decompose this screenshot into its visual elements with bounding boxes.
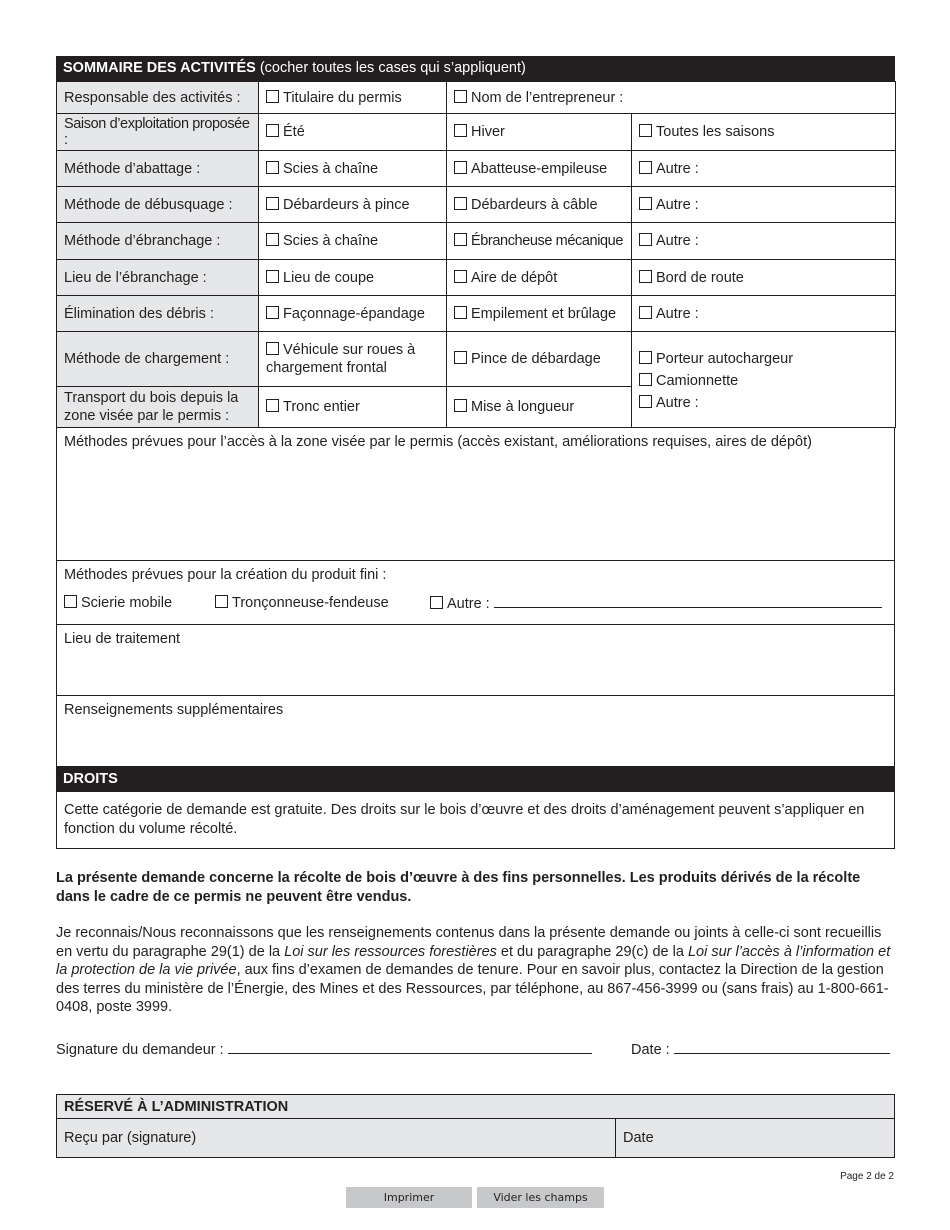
row-chargement bbox=[57, 332, 896, 387]
product-methods-label: Méthodes prévues pour la création du produit fini : bbox=[64, 567, 387, 583]
checkbox-entrepreneur[interactable] bbox=[454, 90, 467, 103]
option-lieu-coupe: Lieu de coupe bbox=[283, 269, 375, 286]
signature-line[interactable] bbox=[228, 1041, 592, 1054]
checkbox-abattage-scies[interactable] bbox=[266, 161, 279, 174]
checkbox-empilement[interactable] bbox=[454, 306, 467, 319]
option-empilement: Empilement et brûlage bbox=[471, 305, 617, 322]
checkbox-debris-autre[interactable] bbox=[639, 306, 652, 319]
checkbox-pince-debardage[interactable] bbox=[454, 351, 467, 364]
option-titulaire: Titulaire du permis bbox=[283, 89, 402, 106]
row-abattage bbox=[57, 151, 896, 187]
option-debris-autre: Autre : bbox=[656, 305, 699, 322]
extra-info-field[interactable] bbox=[56, 696, 895, 767]
checkbox-abatteuse[interactable] bbox=[454, 161, 467, 174]
extra-info-label: Renseignements supplémentaires bbox=[64, 702, 284, 718]
summary-subtitle: (cocher toutes les cases qui s’appliquent) bbox=[259, 60, 526, 76]
label-debusquage: Méthode de débusquage : bbox=[57, 187, 259, 223]
privacy-law-2: Loi sur l’accès à l’information et la protection de la vie privée bbox=[56, 943, 891, 978]
label-saison: Saison d’exploitation proposée : bbox=[57, 114, 259, 151]
option-pince: Débardeurs à pince bbox=[283, 196, 410, 213]
checkbox-abattage-autre[interactable] bbox=[639, 161, 652, 174]
fees-header: DROITS bbox=[56, 767, 895, 792]
print-button[interactable]: Imprimer bbox=[346, 1187, 472, 1208]
option-bord-route: Bord de route bbox=[656, 269, 744, 286]
page-number: Page 2 de 2 bbox=[840, 1171, 894, 1182]
label-debris: Élimination des débris : bbox=[57, 296, 259, 332]
privacy-part-3: , aux fins d’examen de demandes de tenure. Pour en savoir plus, contactez la Direction de la gestion des terres du ministère de l’Énergie, des Mines et des Ressources, par téléphone, au 867-456-3999 ou (sans frais) au 1-800-661-0408, poste 3999. bbox=[56, 962, 889, 1015]
checkbox-scierie[interactable] bbox=[64, 595, 77, 608]
option-produit-autre: Autre : bbox=[447, 596, 490, 612]
row-debusquage bbox=[57, 187, 896, 223]
summary-section bbox=[56, 56, 895, 849]
access-methods-label: Méthodes prévues pour l’accès à la zone visée par le permis (accès existant, améliorations requises, aires de dépôt) bbox=[64, 434, 812, 450]
checkbox-titulaire[interactable] bbox=[266, 90, 279, 103]
option-entrepreneur: Nom de l’entrepreneur : bbox=[471, 89, 624, 106]
signature-row bbox=[56, 1041, 895, 1060]
checkbox-ebranchage-autre[interactable] bbox=[639, 233, 652, 246]
checkbox-toutes-saisons[interactable] bbox=[639, 124, 652, 137]
privacy-text bbox=[56, 924, 895, 1017]
checkbox-tronconneuse[interactable] bbox=[215, 595, 228, 608]
option-hiver: Hiver bbox=[471, 124, 505, 140]
row-ebranchage bbox=[57, 223, 896, 260]
option-scierie: Scierie mobile bbox=[81, 595, 173, 611]
admin-date-field[interactable]: Date bbox=[623, 1130, 654, 1146]
checkbox-faconnage[interactable] bbox=[266, 306, 279, 319]
checkbox-ebranchage-scies[interactable] bbox=[266, 233, 279, 246]
option-toutes-saisons: Toutes les saisons bbox=[656, 124, 775, 140]
activities-table bbox=[56, 81, 896, 428]
option-ebranchage-scies: Scies à chaîne bbox=[283, 233, 379, 249]
option-abatteuse: Abatteuse-empileuse bbox=[471, 160, 608, 177]
option-tronc-entier: Tronc entier bbox=[283, 399, 360, 415]
checkbox-debusquage-autre[interactable] bbox=[639, 197, 652, 210]
checkbox-chargement-autre[interactable] bbox=[639, 395, 652, 408]
product-methods-section bbox=[56, 561, 895, 625]
summary-header bbox=[56, 56, 895, 81]
option-tronconneuse: Tronçonneuse-fendeuse bbox=[232, 595, 389, 611]
option-ebrancheuse: Ébrancheuse mécanique bbox=[471, 233, 624, 249]
signature-label: Signature du demandeur : bbox=[56, 1042, 224, 1058]
checkbox-mise-longueur[interactable] bbox=[454, 399, 467, 412]
option-porteur: Porteur autochargeur bbox=[656, 351, 794, 367]
product-other-line[interactable] bbox=[494, 595, 882, 608]
treatment-field[interactable] bbox=[56, 625, 895, 696]
label-ebranchage: Méthode d’ébranchage : bbox=[57, 223, 259, 260]
access-methods-field[interactable] bbox=[56, 428, 895, 561]
checkbox-camionnette[interactable] bbox=[639, 373, 652, 386]
label-abattage: Méthode d’abattage : bbox=[57, 151, 259, 187]
date-label: Date : bbox=[631, 1042, 670, 1058]
row-debris bbox=[57, 296, 896, 332]
checkbox-produit-autre[interactable] bbox=[430, 596, 443, 609]
checkbox-aire-depot[interactable] bbox=[454, 270, 467, 283]
checkbox-cable[interactable] bbox=[454, 197, 467, 210]
label-lieu: Lieu de l’ébranchage : bbox=[57, 260, 259, 296]
checkbox-pince[interactable] bbox=[266, 197, 279, 210]
option-chargement-autre: Autre : bbox=[656, 395, 699, 411]
option-vehicule: Véhicule sur roues à chargement frontal bbox=[266, 342, 416, 376]
option-mise-longueur: Mise à longueur bbox=[471, 399, 575, 415]
row-responsable bbox=[57, 82, 896, 114]
admin-title: RÉSERVÉ À L’ADMINISTRATION bbox=[57, 1095, 894, 1119]
option-cable: Débardeurs à câble bbox=[471, 196, 598, 213]
treatment-label: Lieu de traitement bbox=[64, 631, 181, 647]
privacy-part-1: Je reconnais/Nous reconnaissons que les renseignements contenus dans la présente demande ou joints à celle-ci sont recueillis en vertu du paragraphe 29(1) de la bbox=[56, 925, 882, 960]
label-chargement: Méthode de chargement : bbox=[57, 332, 259, 387]
privacy-part-2: et du paragraphe 29(c) de la bbox=[496, 943, 688, 960]
checkbox-ebrancheuse[interactable] bbox=[454, 233, 467, 246]
option-camionnette: Camionnette bbox=[656, 373, 739, 389]
option-faconnage: Façonnage-épandage bbox=[283, 305, 425, 322]
privacy-law-1: Loi sur les ressources forestières bbox=[284, 943, 497, 960]
label-responsable: Responsable des activités : bbox=[57, 82, 259, 114]
fees-text: Cette catégorie de demande est gratuite. Des droits sur le bois d’œuvre et des droits d’aménagement peuvent s’appliquer en fonction du volume récolté. bbox=[56, 792, 895, 849]
checkbox-tronc-entier[interactable] bbox=[266, 399, 279, 412]
summary-title: SOMMAIRE DES ACTIVITÉS bbox=[63, 60, 256, 76]
clear-fields-button[interactable]: Vider les champs bbox=[477, 1187, 604, 1208]
checkbox-hiver[interactable] bbox=[454, 124, 467, 137]
option-ete: Été bbox=[283, 124, 305, 140]
checkbox-bord-route[interactable] bbox=[639, 270, 652, 283]
row-lieu bbox=[57, 260, 896, 296]
notice-text: La présente demande concerne la récolte de bois d’œuvre à des fins personnelles. Les produits dérivés de la récolte dans le cadre de ce permis ne peuvent être vendus. bbox=[56, 870, 861, 905]
label-transport: Transport du bois depuis la zone visée par le permis : bbox=[57, 387, 259, 428]
checkbox-ete[interactable] bbox=[266, 124, 279, 137]
option-abattage-autre: Autre : bbox=[656, 160, 699, 177]
checkbox-lieu-coupe[interactable] bbox=[266, 270, 279, 283]
received-by-field[interactable]: Reçu par (signature) bbox=[57, 1119, 616, 1157]
option-debusquage-autre: Autre : bbox=[656, 196, 699, 213]
option-pince-debardage: Pince de débardage bbox=[471, 351, 601, 367]
checkbox-vehicule[interactable] bbox=[266, 342, 279, 355]
option-ebranchage-autre: Autre : bbox=[656, 233, 699, 249]
row-saison bbox=[57, 114, 896, 151]
checkbox-porteur[interactable] bbox=[639, 351, 652, 364]
admin-section bbox=[56, 1094, 895, 1158]
date-line[interactable] bbox=[674, 1041, 890, 1054]
option-abattage-scies: Scies à chaîne bbox=[283, 160, 379, 177]
option-aire-depot: Aire de dépôt bbox=[471, 269, 558, 286]
